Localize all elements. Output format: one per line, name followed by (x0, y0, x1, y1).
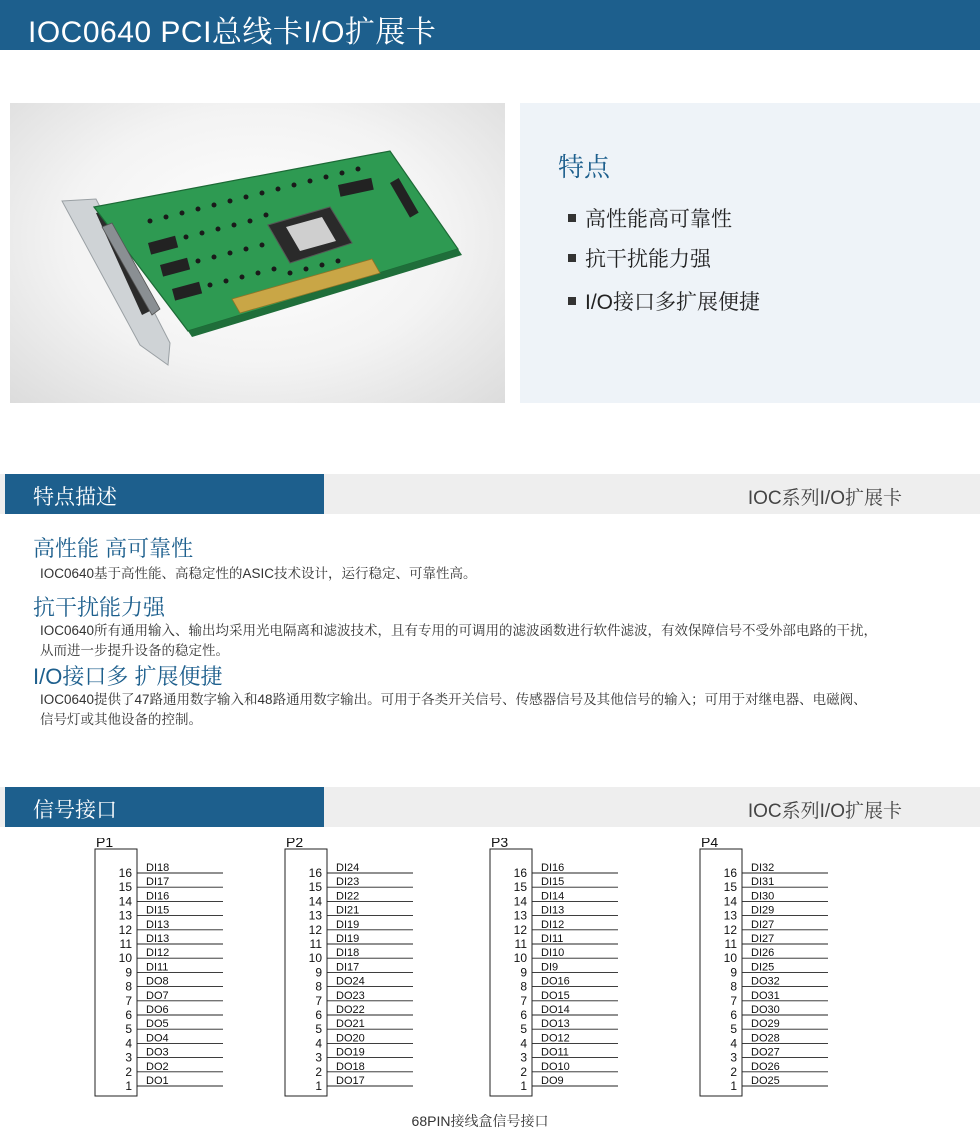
pin-number: 12 (118, 922, 132, 937)
pin-number: 10 (513, 951, 527, 966)
signal-label: DI18 (146, 862, 170, 874)
signal-label: DO25 (751, 1075, 780, 1087)
signal-label: DI17 (336, 961, 360, 974)
signal-label: DO14 (541, 1004, 570, 1016)
signal-label: DI32 (751, 862, 775, 874)
signal-label: DI24 (336, 862, 360, 874)
signal-label: DO29 (751, 1018, 780, 1031)
pin-number: 10 (723, 951, 737, 966)
pin-number: 5 (125, 1022, 132, 1037)
signal-label: DO21 (336, 1018, 365, 1031)
pin-number: 5 (315, 1022, 322, 1037)
section-tab: 特点描述 (5, 474, 324, 514)
pin-number: 2 (520, 1064, 527, 1079)
pin-number: 15 (118, 880, 132, 895)
pin-number: 4 (315, 1036, 322, 1051)
pin-number: 16 (513, 866, 527, 880)
signal-label: DO8 (146, 975, 169, 988)
features-heading: 特点 (558, 152, 611, 182)
pin-number: 13 (118, 908, 132, 923)
pin-number: 12 (513, 922, 527, 937)
pin-number: 16 (118, 866, 132, 880)
desc-title: 高性能 高可靠性 (33, 536, 194, 561)
pin-number: 13 (723, 908, 737, 923)
signal-label: DO17 (336, 1075, 365, 1087)
pin-number: 11 (724, 937, 737, 951)
series-label: IOC系列I/O扩展卡 (747, 488, 902, 509)
bullet-icon (568, 214, 576, 222)
pin-number: 3 (315, 1050, 322, 1065)
signal-label: DI14 (541, 890, 565, 903)
signal-label: DO16 (541, 975, 570, 988)
desc-text: IOC0640所有通用输入、输出均采用光电隔离和滤波技术，且有专用的可调用的滤波函数进行软件滤波，有效保障信号不受外部电路的干扰，从而进一步提升设备的稳定性。 (40, 623, 878, 658)
signal-label: DO27 (751, 1046, 780, 1059)
signal-label: DO13 (541, 1018, 570, 1031)
connector-label: P4 (701, 838, 719, 850)
pin-number: 4 (730, 1036, 737, 1051)
product-photo (10, 103, 505, 403)
pin-number: 8 (315, 979, 322, 994)
signal-label: DO2 (146, 1060, 169, 1073)
signal-label: DO10 (541, 1060, 570, 1073)
signal-label: DI19 (336, 918, 360, 931)
connector-label: P2 (286, 838, 304, 850)
pin-number: 9 (520, 965, 527, 980)
signal-label: DO6 (146, 1004, 169, 1016)
pin-number: 3 (730, 1050, 737, 1065)
signal-label: DO31 (751, 989, 780, 1002)
pin-number: 7 (520, 993, 527, 1008)
signal-label: DO28 (751, 1032, 780, 1045)
signal-label: DI15 (541, 876, 565, 889)
pin-number: 7 (730, 993, 737, 1008)
signal-label: DO20 (336, 1032, 365, 1045)
pin-number: 16 (308, 866, 322, 880)
desc-title: I/O接口多 扩展便捷 (33, 664, 223, 689)
pin-number: 4 (125, 1036, 132, 1051)
signal-label: DO24 (336, 975, 365, 988)
pin-number: 1 (520, 1079, 527, 1093)
signal-label: DO19 (336, 1046, 365, 1059)
signal-label: DO30 (751, 1004, 780, 1016)
desc-text: IOC0640提供了47路通用数字输入和48路通用数字输出。可用于各类开关信号、传感器信号及其他信号的输入；可用于对继电器、电磁阀、信号灯或其他设备的控制。 (40, 692, 867, 727)
pin-number: 2 (125, 1064, 132, 1079)
signal-label: DI12 (541, 918, 565, 931)
pin-number: 1 (315, 1079, 322, 1093)
desc-text: IOC0640基于高性能、高稳定性的ASIC技术设计，运行稳定、可靠性高。 (40, 566, 477, 581)
signal-label: DI26 (751, 947, 775, 960)
pin-number: 11 (309, 937, 322, 951)
caption: 68PIN接线盒信号接口 (411, 1113, 549, 1129)
pin-number: 12 (723, 922, 737, 937)
features-panel (520, 103, 980, 403)
pin-number: 8 (520, 979, 527, 994)
signal-label: DI13 (146, 933, 170, 945)
pin-number: 8 (730, 979, 737, 994)
pin-number: 5 (520, 1022, 527, 1037)
pin-number: 2 (315, 1064, 322, 1079)
signal-label: DI10 (541, 947, 565, 960)
signal-label: DO7 (146, 989, 169, 1002)
signal-label: DO23 (336, 989, 365, 1002)
pin-number: 12 (308, 922, 322, 937)
pin-number: 15 (513, 880, 527, 895)
pin-number: 4 (520, 1036, 527, 1051)
signal-label: DI17 (146, 876, 170, 889)
title-bar (0, 0, 980, 50)
pin-number: 6 (520, 1008, 527, 1022)
pin-number: 1 (730, 1079, 737, 1093)
connector-label: P3 (491, 838, 509, 850)
pin-number: 7 (125, 993, 132, 1008)
signal-label: DI30 (751, 890, 775, 903)
signal-label: DO22 (336, 1004, 365, 1016)
pin-number: 14 (308, 894, 322, 909)
signal-label: DI16 (541, 862, 565, 874)
bullet-icon (568, 297, 576, 305)
series-label: IOC系列I/O扩展卡 (747, 801, 902, 822)
signal-label: DI9 (541, 961, 559, 974)
signal-label: DI13 (541, 904, 565, 917)
signal-label: DI15 (146, 904, 170, 917)
pin-number: 5 (730, 1022, 737, 1037)
signal-label: DO11 (541, 1046, 569, 1059)
signal-label: DO5 (146, 1018, 169, 1031)
signal-label: DI12 (146, 947, 170, 960)
signal-label: DI22 (336, 890, 360, 903)
pin-number: 10 (118, 951, 132, 966)
connector-label: P1 (96, 838, 114, 850)
section-header-description (0, 474, 980, 514)
section-header-signal (0, 787, 980, 827)
signal-label: DO9 (541, 1075, 564, 1087)
pin-diagram (0, 838, 980, 1108)
pin-number: 8 (125, 979, 132, 994)
pin-number: 13 (308, 908, 322, 923)
pin-number: 7 (315, 993, 322, 1008)
pin-number: 3 (520, 1050, 527, 1065)
signal-label: DI11 (146, 961, 169, 974)
desc-title: 抗干扰能力强 (33, 595, 166, 620)
signal-label: DO26 (751, 1060, 780, 1073)
pin-number: 13 (513, 908, 527, 923)
pin-number: 15 (723, 880, 737, 895)
pin-number: 14 (118, 894, 132, 909)
pin-number: 6 (315, 1008, 322, 1022)
section-tab: 信号接口 (5, 787, 324, 827)
signal-label: DI27 (751, 933, 775, 945)
signal-label: DI27 (751, 918, 775, 931)
pin-number: 14 (513, 894, 527, 909)
pin-number: 6 (125, 1008, 132, 1022)
bullet-icon (568, 254, 576, 262)
pin-number: 11 (514, 937, 527, 951)
pin-number: 2 (730, 1064, 737, 1079)
signal-label: DI31 (751, 876, 775, 889)
pin-number: 3 (125, 1050, 132, 1065)
signal-label: DO18 (336, 1060, 365, 1073)
pin-number: 15 (308, 880, 322, 895)
pin-number: 9 (730, 965, 737, 980)
pin-number: 9 (125, 965, 132, 980)
signal-label: DI19 (336, 933, 360, 945)
signal-label: DI11 (541, 933, 564, 945)
pin-number: 1 (125, 1079, 132, 1093)
signal-label: DI18 (336, 947, 360, 960)
feature-item: 抗干扰能力强 (568, 243, 711, 273)
feature-item: 高性能高可靠性 (568, 203, 732, 233)
page-title: IOC0640 PCI总线卡I/O扩展卡 (28, 16, 437, 49)
signal-label: DI21 (336, 904, 360, 917)
pin-number: 14 (723, 894, 737, 909)
pin-number: 11 (119, 937, 132, 951)
signal-label: DO15 (541, 989, 570, 1002)
feature-item: I/O接口多扩展便捷 (568, 286, 760, 316)
pin-number: 10 (308, 951, 322, 966)
pci-card-illustration (10, 103, 505, 403)
signal-label: DO12 (541, 1032, 570, 1045)
signal-label: DI16 (146, 890, 170, 903)
pin-number: 16 (723, 866, 737, 880)
signal-label: DO3 (146, 1046, 169, 1059)
signal-label: DO1 (146, 1075, 169, 1087)
signal-label: DI13 (146, 918, 170, 931)
signal-label: DI25 (751, 961, 775, 974)
pin-number: 6 (730, 1008, 737, 1022)
signal-label: DO4 (146, 1032, 169, 1045)
signal-label: DI23 (336, 876, 360, 889)
pin-number: 9 (315, 965, 322, 980)
signal-label: DO32 (751, 975, 780, 988)
signal-label: DI29 (751, 904, 775, 917)
